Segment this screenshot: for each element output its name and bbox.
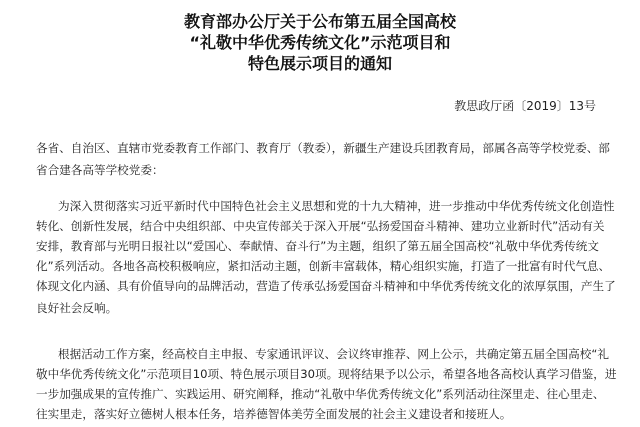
addressee-line-1: 各省、自治区、直辖市党委教育工作部门、教育厅（教委），新疆生产建设兵团教育局，部属各高等学校党委、部 bbox=[36, 141, 610, 155]
paragraph2-line-4: 往实里走，落实好立德树人根本任务，培养德智体美劳全面发展的社会主义建设者和接班人。 bbox=[36, 407, 512, 421]
addressee-line-2: 省合建各高等学校党委： bbox=[36, 163, 164, 177]
paragraph1-line-1: 为深入贯彻落实习近平新时代中国特色社会主义思想和党的十九大精神，进一步推动中华优秀传统文化创造性 bbox=[58, 199, 615, 213]
paragraph2-line-1: 根据活动工作方案，经高校自主申报、专家通讯评议、会议终审推荐、网上公示，共确定第五届全国高校“礼 bbox=[58, 347, 609, 361]
title-line-3: 特色展示项目的通知 bbox=[247, 54, 392, 73]
paragraph2-line-2: 敬中华优秀传统文化”示范项目10项、特色展示项目30项。现将结果予以公示，希望各地各高校认真学习借鉴，进 bbox=[36, 367, 617, 381]
paragraph2-line-3: 一步加强成果的宣传推广、实践运用、研究阐释，推动“礼敬中华优秀传统文化”系列活动往深里走、往心里走、 bbox=[36, 387, 605, 401]
title-line-2: “礼敬中华优秀传统文化”示范项目和 bbox=[189, 33, 451, 52]
document-number: 教思政厅函〔2019〕13号 bbox=[454, 99, 596, 113]
paragraph1-line-5: 体现文化内涵、具有价值导向的品牌活动，营造了传承弘扬爱国奋斗精神和中华优秀传统文化的浓厚氛围，产生了 bbox=[36, 279, 616, 293]
paragraph1-line-4: 化”系列活动。各地各高校积极响应，紧扣活动主题，创新丰富载体，精心组织实施，打造了一批富有时代气息、 bbox=[36, 259, 611, 273]
paragraph1-line-6: 良好社会反响。 bbox=[36, 301, 118, 315]
paragraph1-line-3: 安排，教育部与光明日报社以“爱国心、奉献情、奋斗行”为主题，组织了第五届全国高校“礼敬中华优秀传统文 bbox=[36, 239, 599, 253]
title-line-1: 教育部办公厅关于公布第五届全国高校 bbox=[183, 12, 456, 31]
paragraph1-line-2: 转化、创新性发展，结合中央组织部、中央宣传部关于深入开展“弘扬爱国奋斗精神、建功立业新时代”活动有关 bbox=[36, 219, 605, 233]
